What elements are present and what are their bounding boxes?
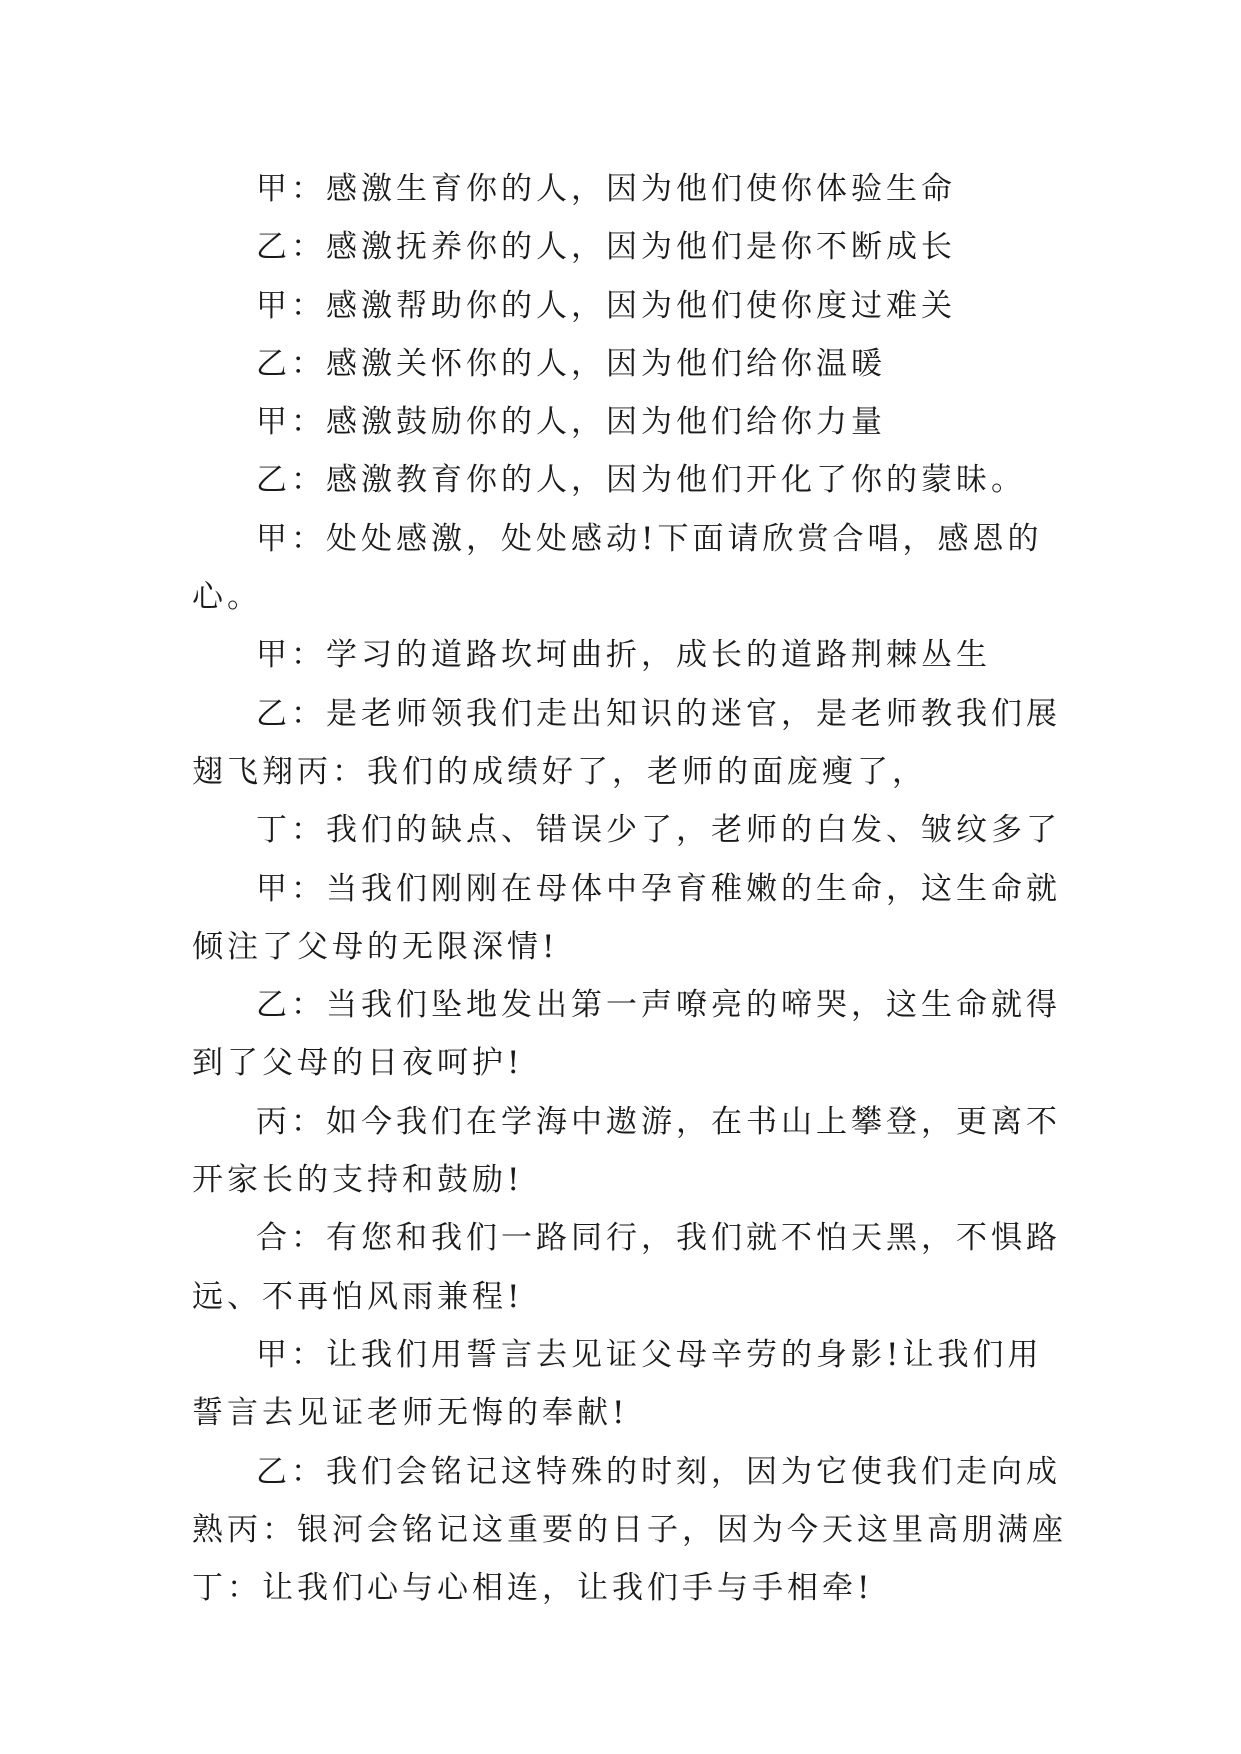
paragraph-7: 甲：处处感激，处处感动!下面请欣赏合唱，感恩的心。 <box>192 520 1043 616</box>
paragraph-12: 乙：当我们坠地发出第一声嘹亮的啼哭，这生命就得到了父母的日夜呵护! <box>192 987 1061 1082</box>
paragraph-9: 乙：是老师领我们走出知识的迷官，是老师教我们展翅飞翔丙：我们的成绩好了，老师的面庞瘦了， <box>192 695 1061 790</box>
paragraph-6: 乙：感激教育你的人，因为他们开化了你的蒙昧。 <box>256 462 1026 499</box>
paragraph-16: 乙：我们会铭记这特殊的时刻，因为它使我们走向成熟丙：银河会铭记这重要的日子，因为今天这里高朋满座丁：让我们心与心相连，让我们手与手相牵! <box>192 1453 1067 1607</box>
paragraph-2: 乙：感激抚养你的人，因为他们是你不断成长 <box>256 229 956 266</box>
paragraph-3: 甲：感激帮助你的人，因为他们使你度过难关 <box>256 287 956 324</box>
paragraph-13: 丙：如今我们在学海中遨游，在书山上攀登，更离不开家长的支持和鼓励! <box>192 1103 1061 1199</box>
paragraph-1: 甲：感激生育你的人，因为他们使你体验生命 <box>256 171 956 207</box>
paragraph-14: 合：有您和我们一路同行，我们就不怕天黑，不惧路远、不再怕风雨兼程! <box>192 1220 1061 1315</box>
paragraph-10: 丁：我们的缺点、错误少了，老师的白发、皱纹多了 <box>256 812 1061 849</box>
paragraph-5: 甲：感激鼓励你的人，因为他们给你力量 <box>256 404 886 441</box>
paragraph-15: 甲：让我们用誓言去见证父母辛劳的身影!让我们用誓言去见证老师无悔的奉献! <box>192 1336 1043 1432</box>
document-body <box>192 160 1072 1617</box>
paragraph-4: 乙：感激关怀你的人，因为他们给你温暖 <box>256 345 886 382</box>
paragraph-11: 甲：当我们刚刚在母体中孕育稚嫩的生命，这生命就倾注了父母的无限深情! <box>192 870 1061 965</box>
paragraph-8: 甲：学习的道路坎坷曲折，成长的道路荆棘丛生 <box>256 637 991 674</box>
